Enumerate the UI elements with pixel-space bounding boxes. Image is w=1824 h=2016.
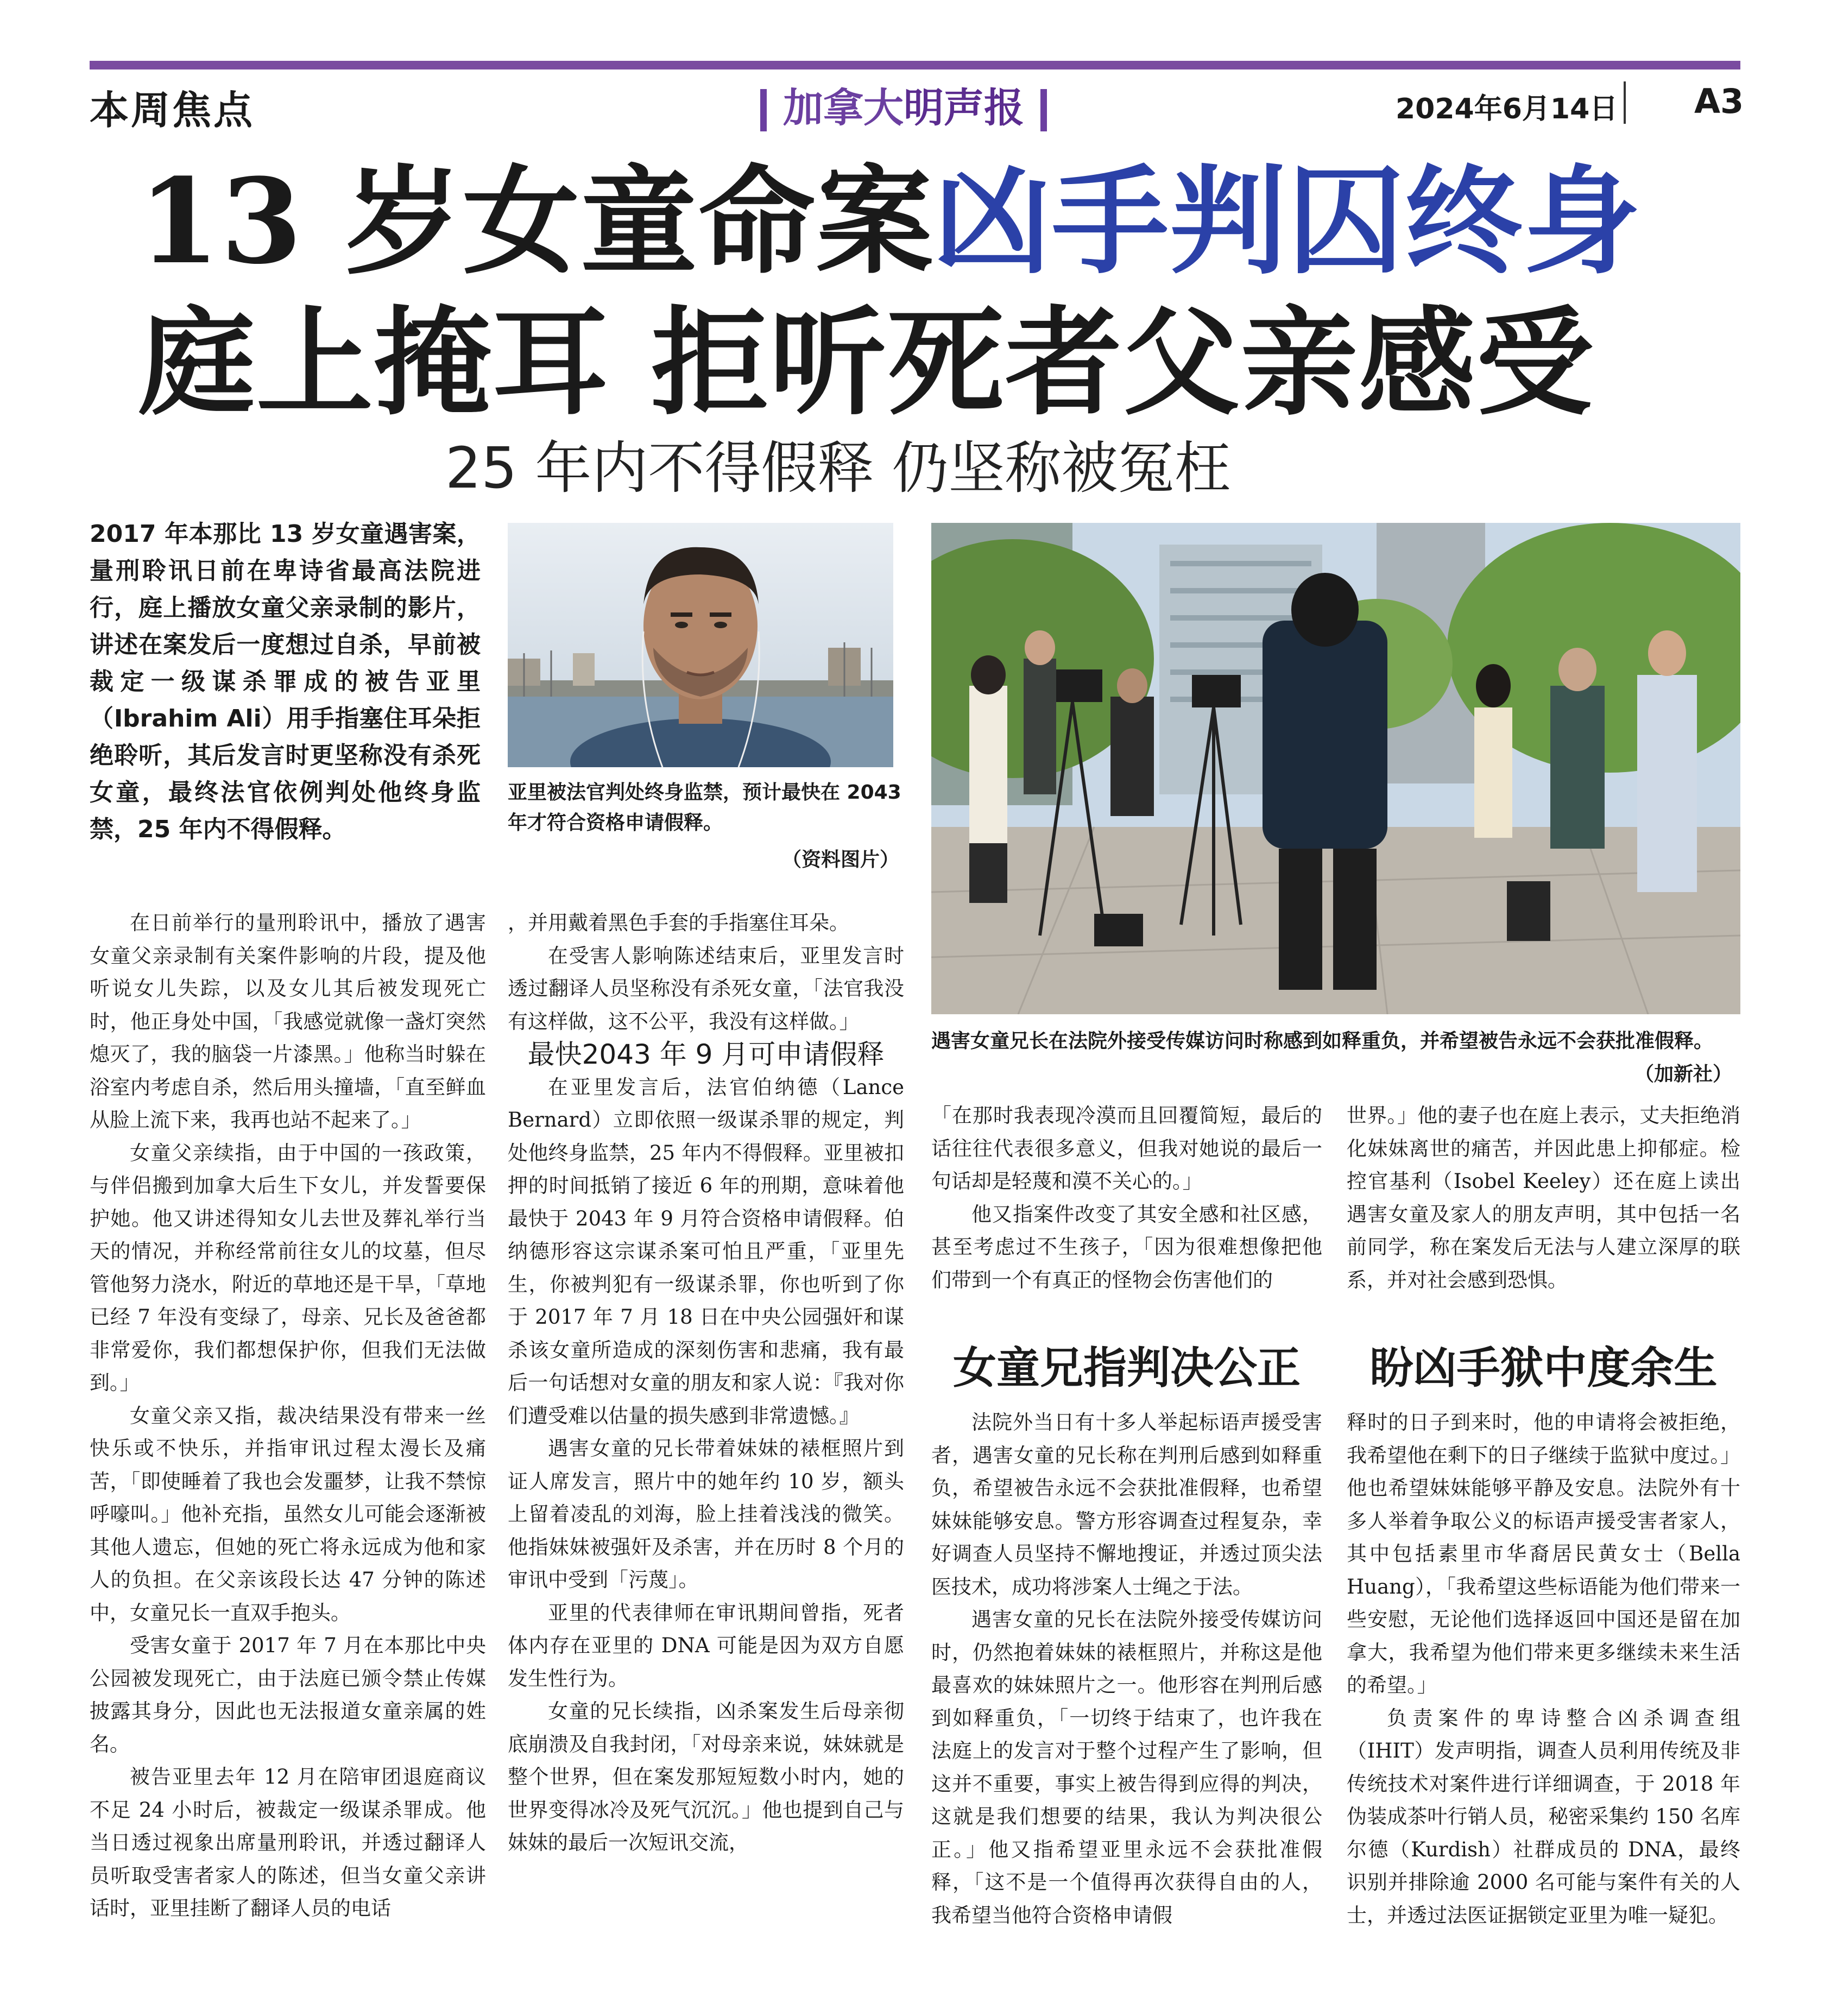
paragraph: 释时的日子到来时，他的申请将会被拒绝，我希望他在剩下的日子继续于监狱中度过。」他也希望妹妹能够平静及安息。法院外有十多人举着争取公义的标语声援受害者家人，其中包括素里市华裔居民黄女士（Bella Huang），「我希望这些标语能为他们带来一些安慰，无论他们选择返回中国还是留在加拿大，我希望为他们带来更多继续未来生活的希望。」	[1347, 1411, 1740, 1697]
paragraph: 亚里的代表律师在审讯期间曾指，死者体内存在亚里的 DNA 可能是因为双方自愿发生性行为。	[508, 1601, 904, 1690]
paragraph: 遇害女童的兄长在法院外接受传媒访问时，仍然抱着妹妹的裱框照片，并称这是他最喜欢的妹妹照片之一。他形容在判刑后感到如释重负，「一切终于结束了，也许我在法庭上的发言对于整个过程产生了影响，但这并不重要，事实上被告得到应得的判决，这就是我们想要的结果，我认为判决很公正。」他又指希望亚里永远不会获批准假释，「这不是一个值得再次获得自由的人，我希望当他符合资格申请假	[931, 1608, 1322, 1927]
press-scene-caption: 遇害女童兄长在法院外接受传媒访问时称感到如释重负，并希望被告永远不会获批准假释。	[931, 1030, 1714, 1052]
section-heading-brother: 女童兄指判决公正	[953, 1343, 1301, 1393]
headline-blue: 凶手判囚终身	[934, 154, 1642, 290]
headline-line-2: 庭上掩耳 拒听死者父亲感受	[138, 294, 1594, 431]
article-column-2	[508, 907, 904, 1860]
defendant-photo-caption: 亚里被法官判处终身监禁，预计最快在 2043 年才符合资格申请假释。	[508, 781, 901, 834]
paragraph: 女童的兄长续指，凶杀案发生后母亲彻底崩溃及自我封闭，「对母亲来说，妹妹就是整个世界，但在案发那短短数小时内，她的世界变得冰冷及死气沉沉。」他也提到自己与妹妹的最后一次短讯交流，	[508, 1699, 904, 1854]
paragraph: 法院外当日有十多人举起标语声援受害者，遇害女童的兄长称在判刑后感到如释重负，希望被告永远不会获批准假释，也希望妹妹能够安息。警方形容调查过程复杂，幸好调查人员坚持不懈地搜证，并透过顶尖法医技术，成功将涉案人士绳之于法。	[931, 1411, 1322, 1598]
masthead-bar-left	[760, 89, 767, 131]
paragraph: 在受害人影响陈述结束后，亚里发言时透过翻译人员坚称没有杀死女童，「法官我没有这样做，这不公平，我没有这样做。」	[508, 944, 904, 1033]
lead-paragraph: 2017 年本那比 13 岁女童遇害案，量刑聆讯日前在卑诗省最高法院进行，庭上播放女童父亲录制的影片，讲述在案发后一度想过自杀，早前被裁定一级谋杀罪成的被告亚里（Ibrahim Ali）用手指塞住耳朵拒绝聆听，其后发言时更坚称没有杀死女童，最终法官依例判处他终身监禁，25 年内不得假释。	[90, 520, 481, 843]
section-prison-body	[1347, 1406, 1740, 1932]
press-scene-photo	[931, 523, 1740, 1014]
column-subheading: 最快2043 年 9 月可申请假释	[527, 1039, 885, 1070]
header-divider	[1624, 81, 1626, 124]
paragraph: 女童父亲又指，裁决结果没有带来一丝快乐或不快乐，并指审讯过程太漫长及痛苦，「即使睡着了我也会发噩梦，让我不禁惊呼嚎叫。」他补充指，虽然女儿可能会逐渐被其他人遗忘，但她的死亡将永远成为他和家人的负担。在父亲该段长达 47 分钟的陈述中，女童兄长一直双手抱头。	[90, 1404, 486, 1625]
paragraph: 在日前举行的量刑聆讯中，播放了遇害女童父亲录制有关案件影响的片段，提及他听说女儿失踪，以及女儿其后被发现死亡时，他正身处中国，「我感觉就像一盏灯突然熄灭了，我的脑袋一片漆黑。」他称当时躲在浴室内考虑自杀，然后用头撞墙，「直至鲜血从脸上流下来，我再也站不起来了。」	[90, 911, 486, 1132]
paragraph: 世界。」他的妻子也在庭上表示，丈夫拒绝消化妹妹离世的痛苦，并因此患上抑郁症。检控官基利（Isobel Keeley）还在庭上读出遇害女童及家人的朋友声明，其中包括一名前同学，称在案发后无法与人建立深厚的联系，并对社会感到恐惧。	[1347, 1104, 1740, 1292]
headline-line-1	[138, 153, 1642, 290]
masthead-prefix: 加拿大	[783, 85, 904, 131]
header-rule	[90, 61, 1740, 69]
issue-date: 2024年6月14日	[1396, 93, 1618, 125]
defendant-photo-illustration	[508, 523, 893, 767]
masthead-name: 明声报	[904, 85, 1024, 131]
paragraph: 负责案件的卑诗整合凶杀调查组（IHIT）发声明指，调查人员利用传统及非传统技术对案件进行详细调查，于 2018 年伪装成茶叶行销人员，秘密采集约 150 名库尔德（Kurdish）社群成员的 DNA，最终识别并排除逾 2000 名可能与案件有关的人士，并透过法医证据锁定亚里为唯一疑犯。	[1347, 1706, 1740, 1927]
paragraph: 在亚里发言后，法官伯纳德（Lance Bernard）立即依照一级谋杀罪的规定，判处他终身监禁，25 年内不得假释。亚里被扣押的时间抵销了接近 6 年的刑期，意味着他最快于 2043 年 9 月符合资格申请假释。伯纳德形容这宗谋杀案可怕且严重，「亚里先生，你被判犯有一级谋杀罪，你也听到了你于 2017 年 7 月 18 日在中央公园强奸和谋杀该女童所造成的深刻伤害和悲痛，我有最后一句话想对女童的朋友和家人说：『我对你们遭受难以估量的损失感到非常遗憾。』	[508, 1075, 904, 1427]
newspaper-masthead	[744, 76, 1063, 134]
article-column-3	[931, 1099, 1322, 1297]
paragraph: 他又指案件改变了其安全感和社区感，甚至考虑过不生孩子，「因为很难想像把他们带到一个有真正的怪物会伤害他们的	[931, 1202, 1322, 1292]
section-brother-body	[931, 1406, 1322, 1932]
paragraph: 受害女童于 2017 年 7 月在本那比中央公园被发现死亡，由于法庭已颁令禁止传媒披露其身分，因此也无法报道女童亲属的姓名。	[90, 1634, 486, 1756]
article-column-1	[90, 907, 486, 1925]
paragraph: 女童父亲续指，由于中国的一孩政策，与伴侣搬到加拿大后生下女儿，并发誓要保护她。他又讲述得知女儿去世及葬礼举行当天的情况，并称经常前往女儿的坟墓，但尽管他努力浇水，附近的草地还是干旱，「草地已经 7 年没有变绿了，母亲、兄长及爸爸都非常爱你，我们都想保护你，但我们无法做到。」	[90, 1141, 486, 1394]
defendant-photo	[508, 523, 893, 767]
press-scene-credit: （加新社）	[1634, 1063, 1733, 1085]
page-number: A3	[1694, 81, 1744, 121]
subheadline: 25 年内不得假释 仍坚称被冤枉	[445, 435, 1231, 501]
defendant-photo-credit: （资料图片）	[782, 849, 900, 871]
paragraph: 被告亚里去年 12 月在陪审团退庭商议不足 24 小时后，被裁定一级谋杀罪成。他当日透过视象出席量刑聆讯，并透过翻译人员听取受害者家人的陈述，但当女童父亲讲话时，亚里挂断了翻译人员的电话	[90, 1765, 486, 1920]
masthead-bar-right	[1040, 89, 1047, 131]
paragraph: ，并用戴着黑色手套的手指塞住耳朵。	[508, 911, 849, 934]
paragraph: 遇害女童的兄长带着妹妹的裱框照片到证人席发言，照片中的她年约 10 岁，额头上留着凌乱的刘海，脸上挂着浅浅的微笑。他指妹妹被强奸及杀害，并在历时 8 个月的审讯中受到「污蔑」。	[508, 1437, 904, 1591]
paragraph: 「在那时我表现冷漠而且回覆简短，最后的话往往代表很多意义，但我对她说的最后一句话却是轻蔑和漠不关心的。」	[931, 1104, 1322, 1193]
article-column-4	[1347, 1099, 1740, 1297]
section-heading-prison: 盼凶手狱中度余生	[1369, 1343, 1718, 1393]
press-scene-illustration	[931, 523, 1740, 1014]
headline-black: 13 岁女童命案	[138, 153, 935, 290]
section-title: 本周焦点	[90, 87, 255, 133]
